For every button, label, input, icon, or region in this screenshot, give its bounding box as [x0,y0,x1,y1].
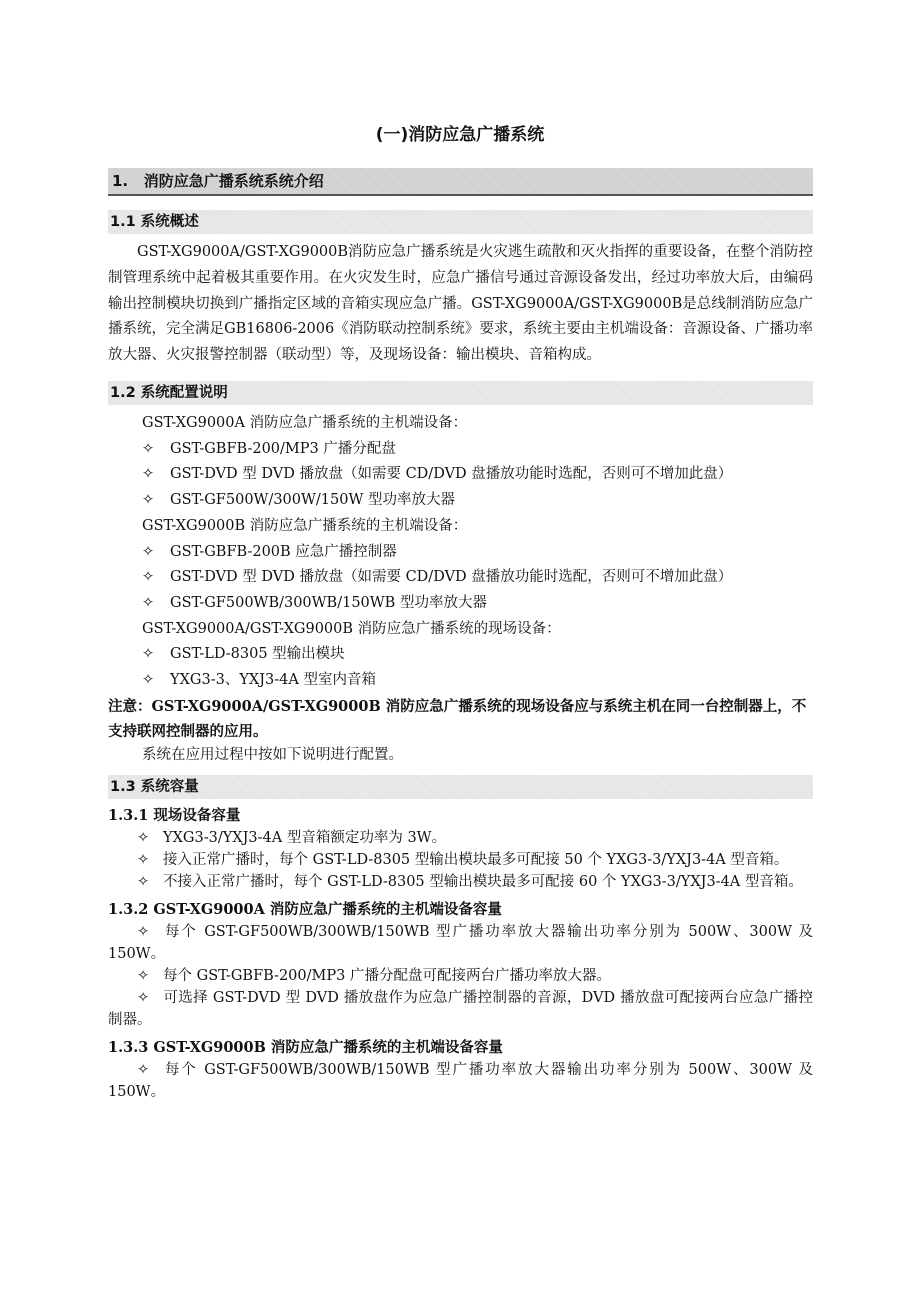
diamond-bullet-icon: ✧ [142,466,155,483]
diamond-bullet-icon: ✧ [142,646,155,663]
config-text: 系统在应用过程中按如下说明进行配置。 [142,747,403,764]
diamond-bullet-icon: ✧ [137,968,150,985]
group-b-label: GST-XG9000B 消防应急广播系统的主机端设备： [142,517,468,534]
subheading-1-3-1: 1.3.1 现场设备容量 [108,807,241,825]
diamond-bullet-icon: ✧ [137,874,150,891]
diamond-bullet-icon: ✧ [137,1062,150,1079]
diamond-bullet-icon: ✧ [142,672,155,689]
group-c-list [108,642,813,693]
list-item-text: 接入正常广播时，每个 GST-LD-8305 型输出模块最多可配接 50 个 YXG3-3/YXJ3-4A 型音箱。 [163,852,789,869]
list-item-text: 可选择 GST-DVD 型 DVD 播放盘作为应急广播控制器的音源，DVD 播放盘可配接两台应急广播控制器。 [108,990,813,1029]
list-item-text: GST-LD-8305 型输出模块 [170,646,345,663]
list-item-text: YXG3-3、YXJ3-4A 型室内音箱 [170,672,376,689]
list-item [108,642,813,668]
list-item [108,965,813,987]
section-heading-1-2: 1.2 系统配置说明 [108,381,813,405]
diamond-bullet-icon: ✧ [137,830,150,847]
list-item [108,827,813,849]
capacity-list-3 [108,1059,813,1103]
list-item [108,849,813,871]
group-a-label: GST-XG9000A 消防应急广播系统的主机端设备： [142,414,468,431]
capacity-list-1 [108,827,813,893]
section-heading-1-1: 1.1 系统概述 [108,210,813,234]
list-item-text: GST-GF500WB/300WB/150WB 型功率放大器 [170,594,487,611]
list-item [108,591,813,617]
group-c-label: GST-XG9000A/GST-XG9000B 消防应急广播系统的现场设备： [142,620,561,637]
diamond-bullet-icon: ✧ [142,492,155,509]
list-item-text: GST-DVD 型 DVD 播放盘（如需要 CD/DVD 盘播放功能时选配，否则可不增加此盘） [170,466,733,483]
list-item-text: GST-GBFB-200B 应急广播控制器 [170,543,397,560]
list-item [108,668,813,694]
list-item [108,488,813,514]
document-title: (一)消防应急广播系统 [375,125,545,145]
list-item-text: 每个 GST-GF500WB/300WB/150WB 型广播功率放大器输出功率分别为 500W、300W 及 150W。 [108,1062,813,1101]
section-heading-1: 1. 消防应急广播系统系统介绍 [108,168,813,196]
list-item-text: GST-GBFB-200/MP3 广播分配盘 [170,440,396,457]
document-body [108,168,813,1103]
list-item [108,871,813,893]
group-b-list [108,540,813,617]
list-item-text: GST-DVD 型 DVD 播放盘（如需要 CD/DVD 盘播放功能时选配，否则可不增加此盘） [170,569,733,586]
list-item [108,921,813,965]
capacity-list-2 [108,921,813,1031]
diamond-bullet-icon: ✧ [142,569,155,586]
list-item-text: GST-GF500W/300W/150W 型功率放大器 [170,492,455,509]
list-item [108,565,813,591]
list-item [108,987,813,1031]
list-item [108,1059,813,1103]
list-item [108,437,813,463]
diamond-bullet-icon: ✧ [142,440,155,457]
list-item-text: 每个 GST-GF500WB/300WB/150WB 型广播功率放大器输出功率分别为 500W、300W 及 150W。 [108,924,813,963]
list-item-text: 不接入正常广播时，每个 GST-LD-8305 型输出模块最多可配接 60 个 YXG3-3/YXJ3-4A 型音箱。 [163,874,803,891]
diamond-bullet-icon: ✧ [142,543,155,560]
diamond-bullet-icon: ✧ [137,852,150,869]
list-item [108,540,813,566]
list-item-text: YXG3-3/YXJ3-4A 型音箱额定功率为 3W。 [163,830,447,847]
subheading-1-3-2: 1.3.2 GST-XG9000A 消防应急广播系统的主机端设备容量 [108,901,502,919]
diamond-bullet-icon: ✧ [142,594,155,611]
list-item-text: 每个 GST-GBFB-200/MP3 广播分配盘可配接两台广播功率放大器。 [163,968,611,985]
group-a-list [108,437,813,514]
list-item [108,462,813,488]
subheading-1-3-3: 1.3.3 GST-XG9000B 消防应急广播系统的主机端设备容量 [108,1039,503,1057]
note-text: 注意：GST-XG9000A/GST-XG9000B 消防应急广播系统的现场设备应与系统主机在同一台控制器上，不支持联网控制器的应用。 [108,697,807,741]
diamond-bullet-icon: ✧ [137,924,150,941]
overview-paragraph: GST-XG9000A/GST-XG9000B消防应急广播系统是火灾逃生疏散和灭火指挥的重要设备，在整个消防控制管理系统中起着极其重要作用。在火灾发生时，应急广播信号通过音源设备发出，经过功率放大后，由编码输出控制模块切换到广播指定区域的音箱实现应急广播。GST-XG9000A/GST-XG9000B是总线制消防应急广播系统，完全满足GB16806-2006《消防联动控制系统》要求，系统主要由主机端设备：音源设备、广播功率放大器、火灾报警控制器（联动型）等，及现场设备：输出模块、音箱构成。 [108,244,813,364]
section-heading-1-3: 1.3 系统容量 [108,775,813,799]
diamond-bullet-icon: ✧ [137,990,150,1007]
